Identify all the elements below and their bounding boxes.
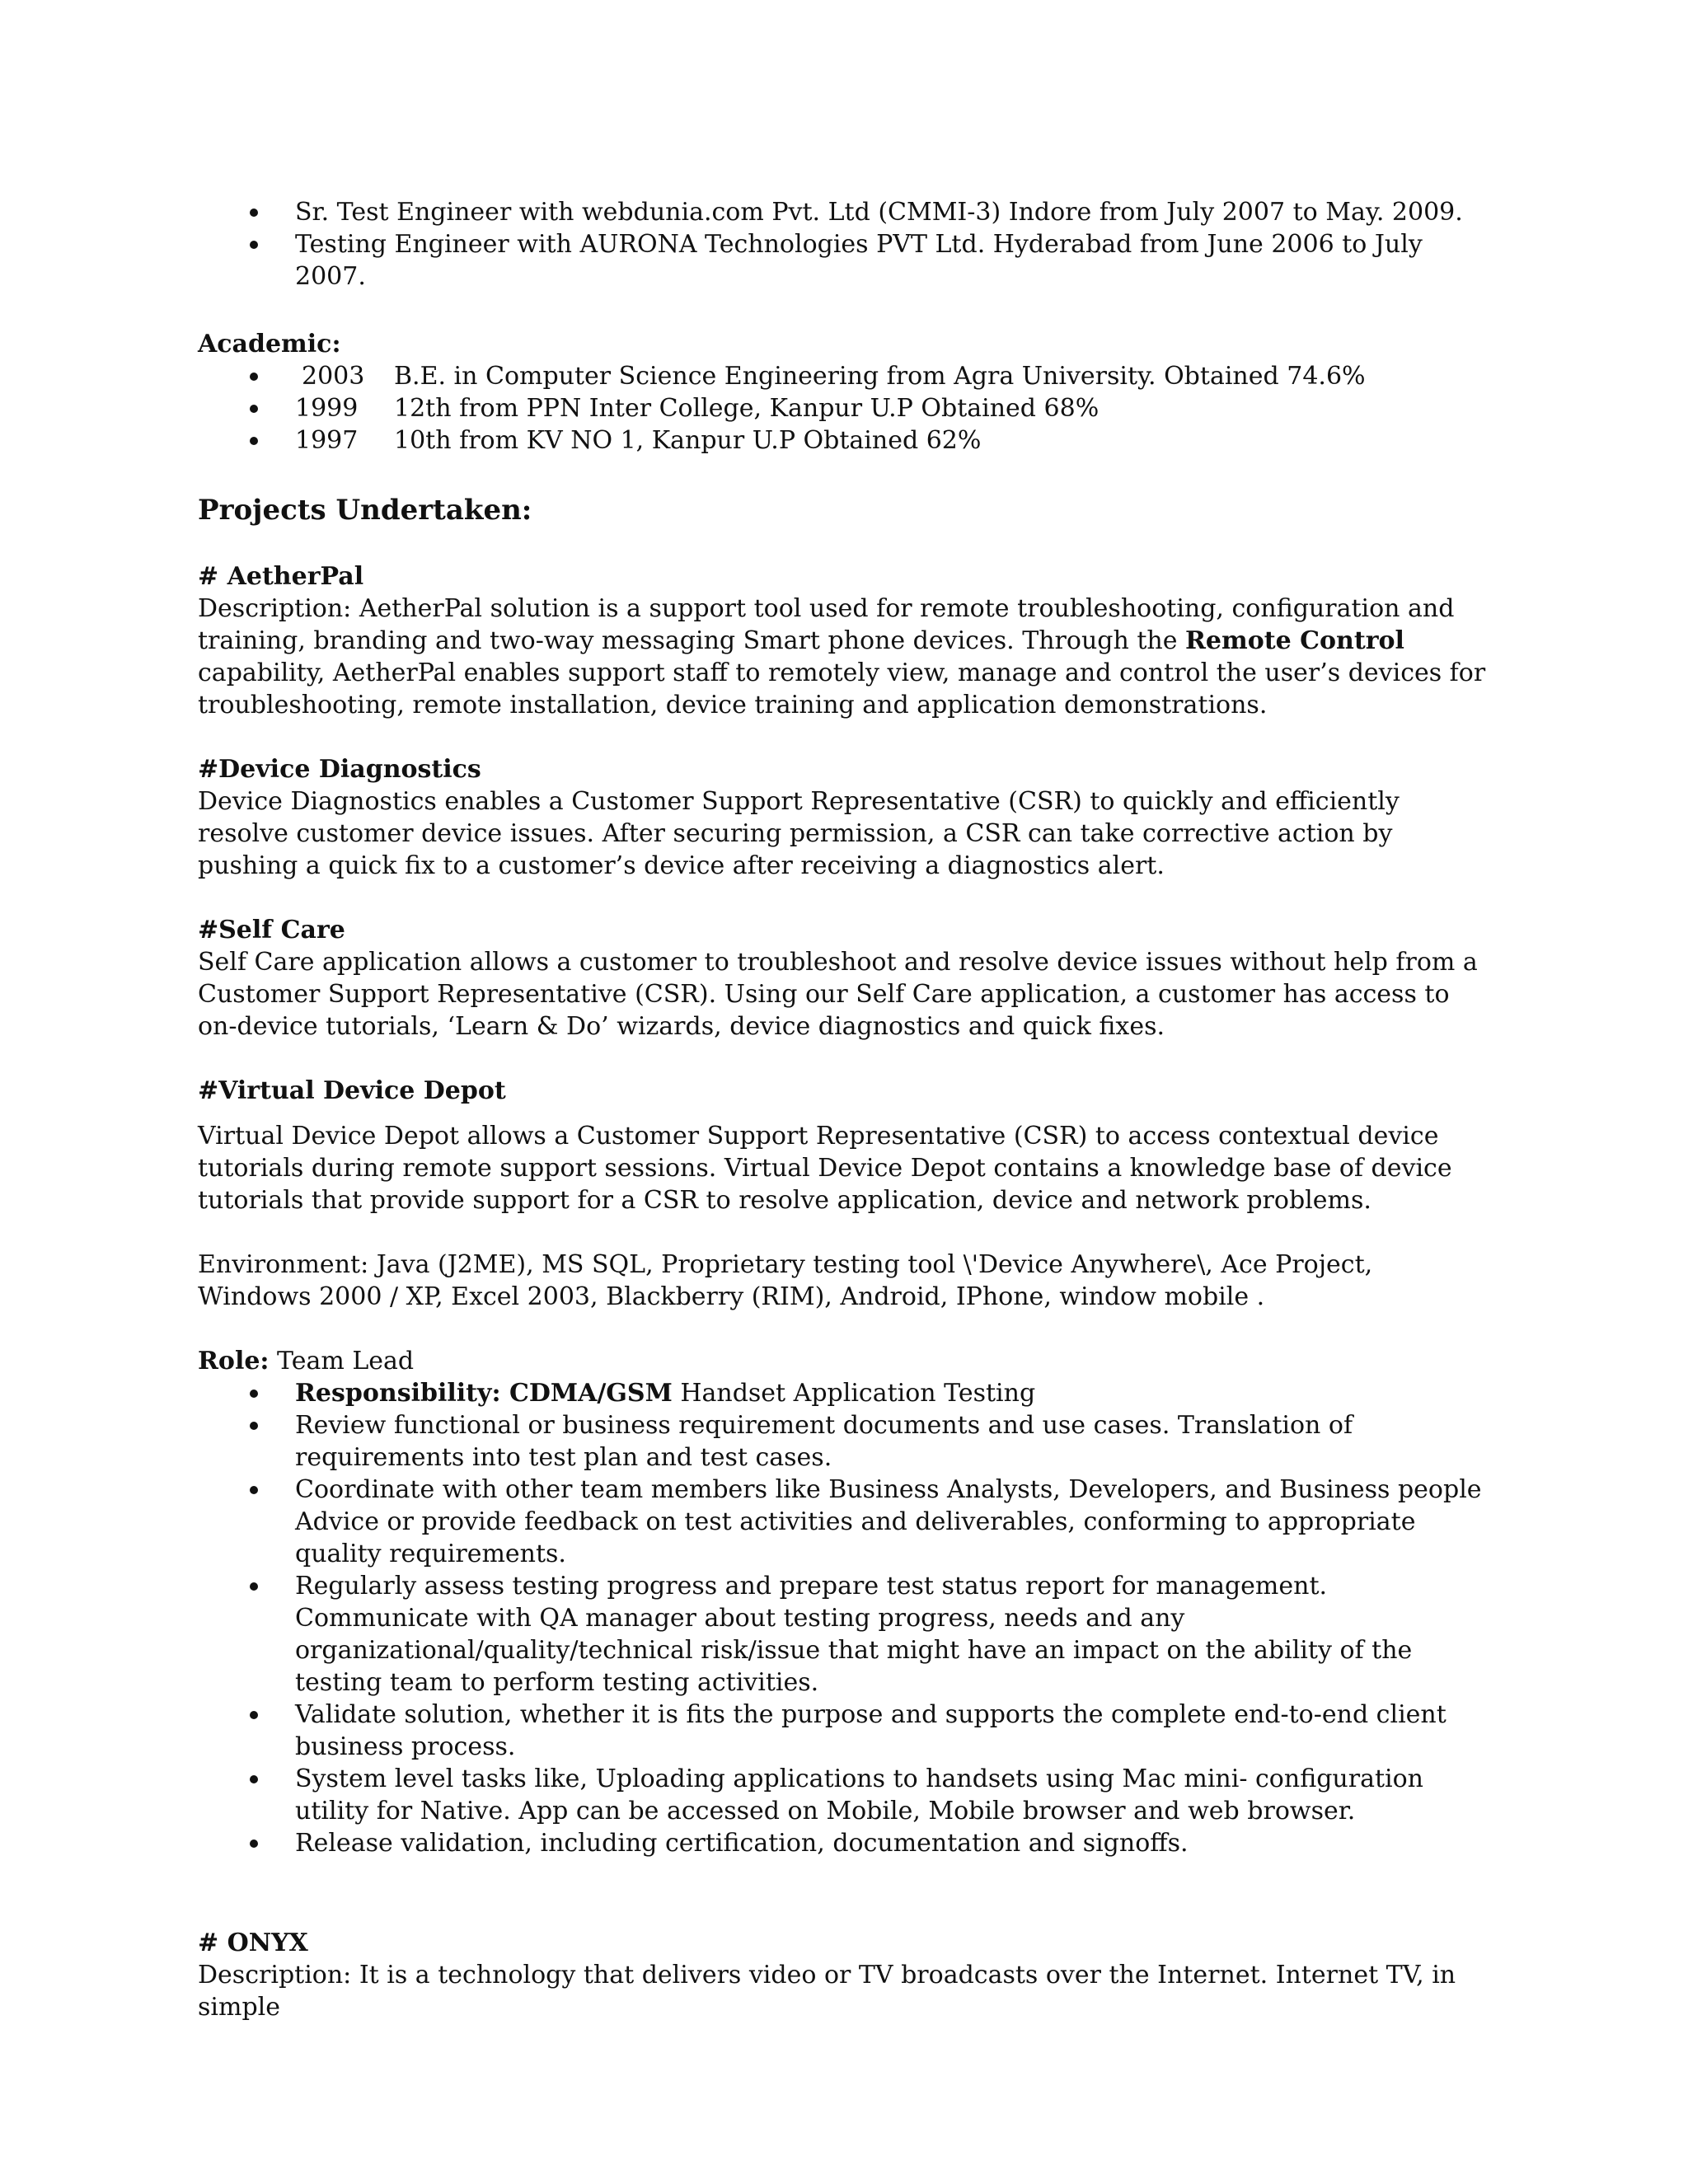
project-title-virtual-device-depot: #Virtual Device Depot bbox=[198, 1076, 506, 1105]
list-item: Validate solution, whether it is fits the purpose and supports the complete end-to-end client business process. bbox=[198, 1699, 1488, 1763]
academic-text: B.E. in Computer Science Engineering from Agra University. Obtained 74.6% bbox=[394, 362, 1366, 391]
academic-list bbox=[198, 360, 1488, 457]
academic-text: 12th from PPN Inter College, Kanpur U.P Obtained 68% bbox=[394, 394, 1100, 423]
list-item: Review functional or business requirement documents and use cases. Translation of requirements into test plan and test cases. bbox=[198, 1409, 1488, 1474]
project-desc-onyx: Description: It is a technology that delivers video or TV broadcasts over the Internet. Internet TV, in simple bbox=[198, 1961, 1456, 2022]
desc-text: capability, AetherPal enables support staff to remotely view, manage and control the user’s devices for troubleshooting, remote installation, device training and application demonstrations. bbox=[198, 658, 1486, 719]
list-item bbox=[198, 360, 1488, 392]
project-title-aetherpal: # AetherPal bbox=[198, 562, 364, 591]
desc-text: Description: AetherPal solution is a support tool used for remote troubleshooting, configuration and training, branding and two-way messaging Smart phone devices. Through the bbox=[198, 594, 1455, 655]
list-item: Release validation, including certification, documentation and signoffs. bbox=[198, 1827, 1488, 1859]
environment-text: Environment: Java (J2ME), MS SQL, Proprietary testing tool \'Device Anywhere\, Ace Project, Windows 2000 / XP, Excel 2003, Blackberry (RIM), Android, IPhone, window mobile . bbox=[198, 1250, 1373, 1311]
role-value: Team Lead bbox=[269, 1347, 415, 1376]
resume-content bbox=[198, 196, 1488, 2023]
role-line bbox=[198, 1345, 1488, 1377]
duties-list bbox=[198, 1377, 1488, 1859]
project-desc-virtual-device-depot: Virtual Device Depot allows a Customer Support Representative (CSR) to access contextual device tutorials during remote support sessions. Virtual Device Depot contains a knowledge base of device tutorials that provide support for a CSR to resolve application, device and network problems. bbox=[198, 1122, 1452, 1215]
project-title-self-care: #Self Care bbox=[198, 916, 345, 944]
list-item: Testing Engineer with AURONA Technologies PVT Ltd. Hyderabad from June 2006 to July 2007. bbox=[198, 228, 1488, 293]
academic-year: 1999 bbox=[295, 394, 359, 423]
projects-heading: Projects Undertaken: bbox=[198, 494, 532, 527]
role-label: Role: bbox=[198, 1347, 270, 1376]
academic-heading: Academic: bbox=[198, 330, 341, 359]
list-item bbox=[198, 1377, 1488, 1409]
project-desc-device-diagnostics: Device Diagnostics enables a Customer Support Representative (CSR) to quickly and efficiently resolve customer device issues. After securing permission, a CSR can take corrective action by pushing a quick fix to a customer’s device after receiving a diagnostics alert. bbox=[198, 787, 1400, 880]
academic-year: 2003 bbox=[302, 362, 365, 391]
list-item bbox=[198, 424, 1488, 457]
academic-year: 1997 bbox=[295, 426, 359, 455]
desc-bold-text: Remote Control bbox=[1185, 626, 1404, 655]
responsibility-label: Responsibility: CDMA/GSM bbox=[295, 1379, 673, 1408]
academic-text: 10th from KV NO 1, Kanpur U.P Obtained 62% bbox=[394, 426, 982, 455]
project-title-onyx: # ONYX bbox=[198, 1929, 308, 1957]
responsibility-value: Handset Application Testing bbox=[672, 1379, 1036, 1408]
list-item: Coordinate with other team members like Business Analysts, Developers, and Business people Advice or provide feedback on test activities and deliverables, conforming to appropriate quality requirements. bbox=[198, 1474, 1488, 1570]
list-item: Sr. Test Engineer with webdunia.com Pvt. Ltd (CMMI-3) Indore from July 2007 to May. 2009. bbox=[198, 196, 1488, 228]
project-desc-aetherpal bbox=[198, 593, 1488, 721]
list-item: System level tasks like, Uploading applications to handsets using Mac mini- configuration utility for Native. App can be accessed on Mobile, Mobile browser and web browser. bbox=[198, 1763, 1488, 1827]
project-desc-self-care: Self Care application allows a customer to troubleshoot and resolve device issues without help from a Customer Support Representative (CSR). Using our Self Care application, a customer has access to on-device tutorials, ‘Learn & Do’ wizards, device diagnostics and quick fixes. bbox=[198, 948, 1478, 1041]
project-title-device-diagnostics: #Device Diagnostics bbox=[198, 755, 481, 784]
list-item bbox=[198, 392, 1488, 424]
experience-list bbox=[198, 196, 1488, 293]
list-item: Regularly assess testing progress and prepare test status report for management. Communicate with QA manager about testing progress, needs and any organizational/quality/technical risk/issue that might have an impact on the ability of the testing team to perform testing activities. bbox=[198, 1570, 1488, 1699]
